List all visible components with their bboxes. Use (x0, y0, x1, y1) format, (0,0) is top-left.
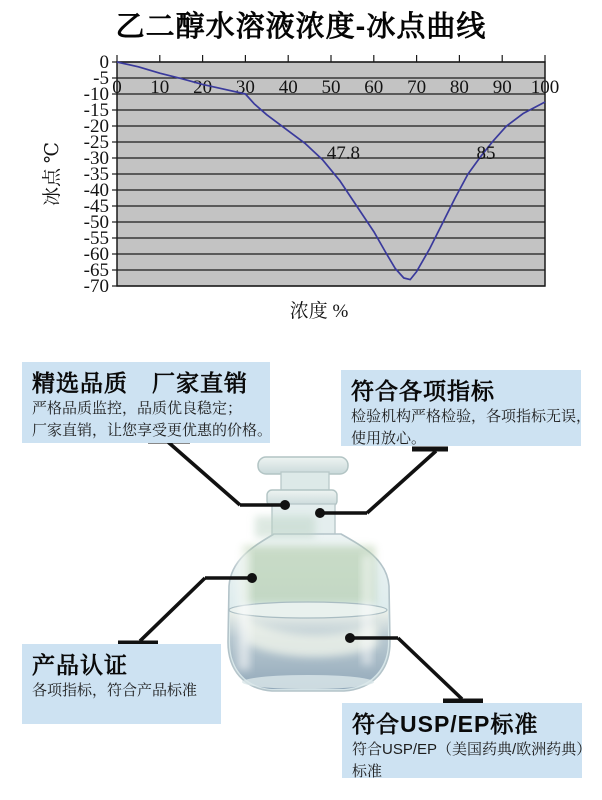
y-tick-label: -50 (83, 212, 109, 233)
bottle-stopper-stem (281, 472, 329, 492)
bottle-bottom-shine (242, 675, 374, 689)
callout-certification-title: 产品认证 (32, 652, 128, 678)
callout-usp-line2: 标准 (352, 763, 383, 781)
callout-indicators (341, 370, 592, 448)
callout-quality-title: 精选品质 厂家直销 (32, 370, 248, 396)
y-tick-label: -45 (83, 196, 109, 217)
y-tick-label: -5 (93, 68, 109, 89)
callout-certification (22, 644, 221, 724)
glass-highlight-right (362, 555, 372, 665)
y-tick-label: -10 (83, 84, 109, 105)
x-axis-title: 浓度 % (289, 301, 349, 322)
curve-annotation: 47.8 (326, 143, 360, 165)
x-tick-label: 90 (492, 77, 512, 98)
callout-indicators-title: 符合各项指标 (351, 378, 495, 404)
y-tick-label: -20 (83, 116, 109, 137)
x-tick-label: 20 (193, 77, 213, 98)
bottle-green-reflection (243, 546, 375, 604)
y-tick-label: -30 (83, 148, 109, 169)
callout-quality (22, 362, 273, 443)
x-tick-label: 80 (449, 77, 469, 98)
y-axis-title: 冰点 ℃ (42, 141, 63, 207)
x-tick-label: 50 (321, 77, 341, 98)
callout-quality-line1: 严格品质监控，品质优良稳定； (32, 399, 243, 417)
callout-usp-title: 符合USP/EP标准 (352, 711, 539, 737)
callout-usp (342, 703, 592, 781)
chart-title: 乙二醇水溶液浓度-冰点曲线 (115, 11, 487, 43)
callout-certification-line1: 各项指标，符合产品标准 (32, 681, 198, 699)
callout-indicators-line2: 使用放心。 (351, 430, 427, 448)
freezing-point-chart (0, 0, 602, 335)
bottle-green-reflection-2 (255, 516, 315, 538)
glass-highlight-left (238, 550, 250, 670)
x-tick-label: 0 (112, 77, 122, 98)
x-tick-label: 70 (407, 77, 427, 98)
callout-quality-line2: 厂家直销，让您享受更优惠的价格。 (32, 422, 273, 440)
y-tick-label: -40 (83, 180, 109, 201)
callout-usp-line1: 符合USP/EP（美国药典/欧洲药典） (352, 740, 592, 758)
x-tick-label: 100 (530, 77, 560, 98)
y-tick-label: -70 (83, 276, 109, 297)
y-tick-label: -60 (83, 244, 109, 265)
x-tick-label: 30 (235, 77, 255, 98)
curve-annotation: 85 (476, 143, 496, 165)
y-tick-label: -15 (83, 100, 109, 121)
y-tick-label: -55 (83, 228, 109, 249)
y-tick-label: -35 (83, 164, 109, 185)
x-tick-label: 40 (278, 77, 298, 98)
callout-indicators-line1: 检验机构严格检验，各项指标无误， (351, 407, 592, 425)
y-tick-label: -25 (83, 132, 109, 153)
y-tick-label: -65 (83, 260, 109, 281)
x-tick-label: 10 (150, 77, 170, 98)
x-tick-label: 60 (364, 77, 384, 98)
y-tick-label: 0 (99, 52, 109, 73)
